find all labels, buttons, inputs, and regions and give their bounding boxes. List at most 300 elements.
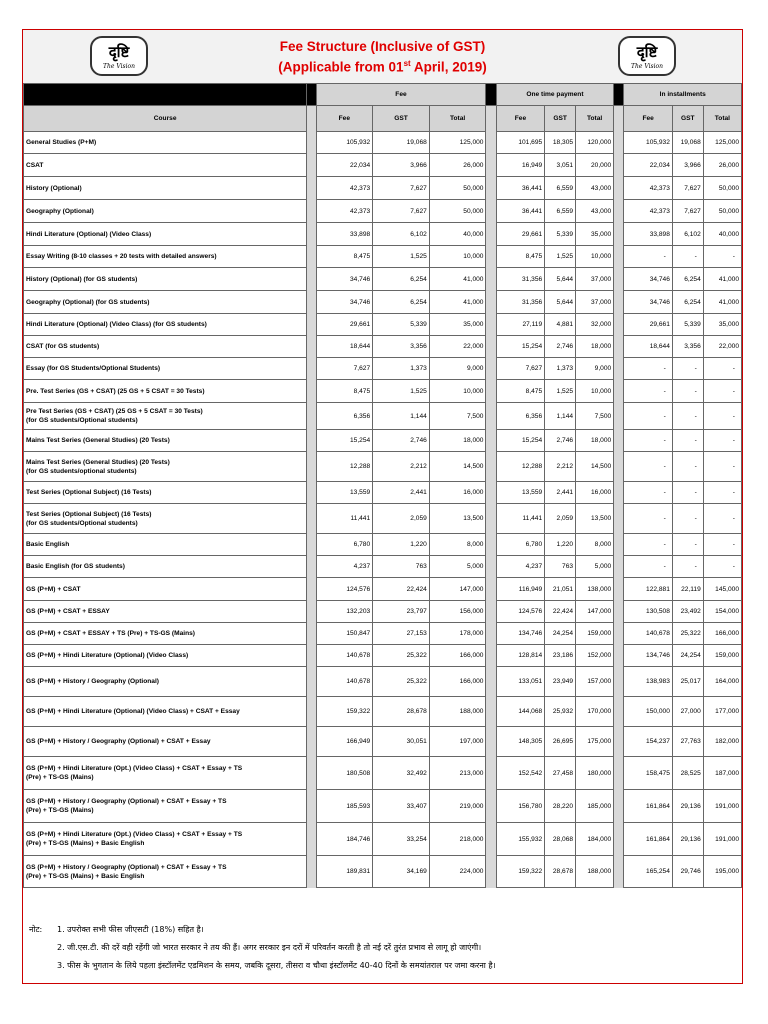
course-name-cell: GS (P+M) + CSAT + ESSAY (24, 601, 307, 623)
regular-total-cell: 22,000 (429, 336, 486, 358)
regular-gst-cell: 25,322 (373, 645, 430, 667)
column-separator (307, 223, 316, 246)
course-name-cell: CSAT (for GS students) (24, 336, 307, 358)
installment-total-cell: 191,000 (703, 823, 741, 856)
installment-fee-cell: 161,864 (624, 790, 672, 823)
column-separator (614, 534, 624, 556)
one-time-total-cell: 32,000 (576, 314, 614, 336)
installment-gst-cell: 29,746 (672, 856, 703, 888)
column-separator (307, 380, 316, 403)
column-separator (307, 727, 316, 757)
installment-fee-cell: 165,254 (624, 856, 672, 888)
installment-total-cell: 191,000 (703, 790, 741, 823)
column-separator (486, 291, 496, 314)
installment-gst-cell: - (672, 452, 703, 482)
column-separator (614, 154, 624, 177)
one-time-total-cell: 188,000 (576, 856, 614, 888)
regular-gst-cell: 23,797 (373, 601, 430, 623)
column-separator (486, 823, 496, 856)
installment-fee-cell: - (624, 246, 672, 268)
course-name-cell: GS (P+M) + History / Geography (Optional) (24, 667, 307, 697)
column-separator (614, 177, 624, 200)
installment-fee-cell: 134,746 (624, 645, 672, 667)
column-separator (614, 645, 624, 667)
regular-fee-cell: 15,254 (316, 430, 373, 452)
one-time-gst-cell: 1,525 (545, 380, 576, 403)
course-name-cell: GS (P+M) + CSAT + ESSAY + TS (Pre) + TS-GS (Mains) (24, 623, 307, 645)
regular-total-cell: 224,000 (429, 856, 486, 888)
regular-gst-cell: 25,322 (373, 667, 430, 697)
col-fee: Fee (496, 106, 544, 132)
one-time-total-cell: 152,000 (576, 645, 614, 667)
regular-fee-cell: 185,593 (316, 790, 373, 823)
installment-gst-cell: 27,763 (672, 727, 703, 757)
one-time-gst-cell: 28,068 (545, 823, 576, 856)
one-time-total-cell: 180,000 (576, 757, 614, 790)
column-separator (307, 790, 316, 823)
course-name-cell: Geography (Optional) (24, 200, 307, 223)
installment-gst-cell: 25,322 (672, 623, 703, 645)
col-gst: GST (672, 106, 703, 132)
one-time-total-cell: 5,000 (576, 556, 614, 578)
one-time-gst-cell: 2,212 (545, 452, 576, 482)
installment-total-cell: 177,000 (703, 697, 741, 727)
installment-total-cell: 35,000 (703, 314, 741, 336)
regular-fee-cell: 124,576 (316, 578, 373, 601)
one-time-gst-cell: 23,949 (545, 667, 576, 697)
installment-fee-cell: 122,881 (624, 578, 672, 601)
regular-fee-cell: 140,678 (316, 645, 373, 667)
one-time-total-cell: 43,000 (576, 200, 614, 223)
column-separator (614, 578, 624, 601)
regular-gst-cell: 19,068 (373, 132, 430, 154)
regular-total-cell: 8,000 (429, 534, 486, 556)
installment-gst-cell: 6,254 (672, 268, 703, 291)
column-separator (486, 246, 496, 268)
column-separator (307, 482, 316, 504)
installment-fee-cell: 34,746 (624, 291, 672, 314)
one-time-gst-cell: 2,059 (545, 504, 576, 534)
group-separator (307, 84, 316, 106)
installment-total-cell: 159,000 (703, 645, 741, 667)
installment-total-cell: - (703, 430, 741, 452)
regular-total-cell: 188,000 (429, 697, 486, 727)
one-time-total-cell: 37,000 (576, 291, 614, 314)
course-name-cell: GS (P+M) + History / Geography (Optional) + CSAT + Essay + TS (Pre) + TS-GS (Mains) + Basic English (24, 856, 307, 888)
one-time-gst-cell: 1,144 (545, 403, 576, 430)
column-separator (614, 336, 624, 358)
regular-fee-cell: 42,373 (316, 200, 373, 223)
one-time-total-cell: 10,000 (576, 380, 614, 403)
installment-fee-cell: 161,864 (624, 823, 672, 856)
fee-structure-document (22, 29, 743, 984)
course-name-cell: CSAT (24, 154, 307, 177)
group-separator (486, 84, 496, 106)
installment-fee-cell: - (624, 452, 672, 482)
regular-gst-cell: 7,627 (373, 200, 430, 223)
one-time-total-cell: 157,000 (576, 667, 614, 697)
regular-fee-cell: 34,746 (316, 291, 373, 314)
column-separator (307, 452, 316, 482)
regular-total-cell: 18,000 (429, 430, 486, 452)
regular-fee-cell: 105,932 (316, 132, 373, 154)
one-time-fee-cell: 6,780 (496, 534, 544, 556)
one-time-total-cell: 170,000 (576, 697, 614, 727)
installment-fee-cell: - (624, 556, 672, 578)
one-time-gst-cell: 5,644 (545, 268, 576, 291)
course-name-cell: Mains Test Series (General Studies) (20 Tests) (for GS students/optional students) (24, 452, 307, 482)
logo-tagline: The Vision (631, 63, 663, 70)
table-row (24, 403, 742, 430)
table-row (24, 268, 742, 291)
table-row (24, 856, 742, 888)
regular-gst-cell: 763 (373, 556, 430, 578)
document-header (23, 30, 742, 84)
column-separator (486, 578, 496, 601)
column-separator (486, 645, 496, 667)
installment-fee-cell: 140,678 (624, 623, 672, 645)
column-separator (486, 534, 496, 556)
course-name-cell: Basic English (for GS students) (24, 556, 307, 578)
logo-tagline: The Vision (103, 63, 135, 70)
regular-fee-cell: 18,644 (316, 336, 373, 358)
one-time-fee-cell: 16,949 (496, 154, 544, 177)
course-name-cell: GS (P+M) + CSAT (24, 578, 307, 601)
installment-fee-cell: - (624, 504, 672, 534)
table-row (24, 223, 742, 246)
course-group-cell (24, 84, 307, 106)
column-separator (307, 556, 316, 578)
column-header-row (24, 106, 742, 132)
notes-section (23, 918, 742, 984)
installment-gst-cell: 27,000 (672, 697, 703, 727)
col-gst: GST (373, 106, 430, 132)
one-time-total-cell: 16,000 (576, 482, 614, 504)
installment-gst-cell: 3,356 (672, 336, 703, 358)
column-separator (307, 667, 316, 697)
column-separator (307, 757, 316, 790)
column-separator (486, 790, 496, 823)
one-time-fee-cell: 15,254 (496, 336, 544, 358)
regular-fee-cell: 6,780 (316, 534, 373, 556)
installment-gst-cell: 23,492 (672, 601, 703, 623)
installment-total-cell: 154,000 (703, 601, 741, 623)
regular-fee-cell: 12,288 (316, 452, 373, 482)
regular-gst-cell: 6,102 (373, 223, 430, 246)
one-time-total-cell: 14,500 (576, 452, 614, 482)
col-total: Total (703, 106, 741, 132)
one-time-total-cell: 120,000 (576, 132, 614, 154)
regular-total-cell: 125,000 (429, 132, 486, 154)
column-separator (486, 177, 496, 200)
one-time-gst-cell: 6,559 (545, 200, 576, 223)
installment-fee-cell: - (624, 380, 672, 403)
regular-gst-cell: 22,424 (373, 578, 430, 601)
regular-total-cell: 5,000 (429, 556, 486, 578)
installment-fee-cell: 29,661 (624, 314, 672, 336)
installment-gst-cell: 25,017 (672, 667, 703, 697)
regular-fee-cell: 8,475 (316, 380, 373, 403)
regular-total-cell: 26,000 (429, 154, 486, 177)
column-separator (307, 504, 316, 534)
installment-fee-cell: 154,237 (624, 727, 672, 757)
column-separator (307, 403, 316, 430)
col-course: Course (24, 106, 307, 132)
column-separator (486, 200, 496, 223)
regular-gst-cell: 2,441 (373, 482, 430, 504)
one-time-gst-cell: 18,305 (545, 132, 576, 154)
one-time-fee-cell: 101,695 (496, 132, 544, 154)
group-fee: Fee (316, 84, 486, 106)
course-name-cell: Essay Writing (8-10 classes + 20 tests with detailed answers) (24, 246, 307, 268)
table-row (24, 667, 742, 697)
regular-total-cell: 10,000 (429, 380, 486, 403)
notes-label: नोट: (29, 925, 43, 934)
fee-table (23, 83, 742, 888)
installment-gst-cell: 24,254 (672, 645, 703, 667)
table-row (24, 482, 742, 504)
course-name-cell: General Studies (P+M) (24, 132, 307, 154)
one-time-total-cell: 10,000 (576, 246, 614, 268)
one-time-fee-cell: 6,356 (496, 403, 544, 430)
column-separator (307, 291, 316, 314)
table-row (24, 623, 742, 645)
column-separator (614, 757, 624, 790)
course-name-cell: GS (P+M) + History / Geography (Optional) + CSAT + Essay + TS (Pre) + TS-GS (Mains) (24, 790, 307, 823)
installment-fee-cell: 42,373 (624, 177, 672, 200)
installment-fee-cell: - (624, 534, 672, 556)
column-separator (614, 697, 624, 727)
column-separator (486, 727, 496, 757)
one-time-fee-cell: 31,356 (496, 268, 544, 291)
regular-fee-cell: 180,508 (316, 757, 373, 790)
installment-total-cell: 145,000 (703, 578, 741, 601)
one-time-fee-cell: 128,814 (496, 645, 544, 667)
course-name-cell: Essay (for GS Students/Optional Students) (24, 358, 307, 380)
one-time-fee-cell: 155,932 (496, 823, 544, 856)
logo-text: दृष्टि (108, 43, 130, 61)
installment-fee-cell: - (624, 403, 672, 430)
regular-fee-cell: 132,203 (316, 601, 373, 623)
table-row (24, 757, 742, 790)
column-separator (614, 314, 624, 336)
column-separator (614, 727, 624, 757)
one-time-total-cell: 138,000 (576, 578, 614, 601)
course-name-cell: Hindi Literature (Optional) (Video Class) (for GS students) (24, 314, 307, 336)
column-separator (614, 556, 624, 578)
course-name-cell: Test Series (Optional Subject) (16 Tests) (24, 482, 307, 504)
one-time-fee-cell: 134,746 (496, 623, 544, 645)
installment-fee-cell: 34,746 (624, 268, 672, 291)
table-row (24, 578, 742, 601)
table-row (24, 430, 742, 452)
col-separator (307, 106, 316, 132)
one-time-gst-cell: 21,051 (545, 578, 576, 601)
regular-gst-cell: 7,627 (373, 177, 430, 200)
installment-total-cell: - (703, 556, 741, 578)
regular-fee-cell: 8,475 (316, 246, 373, 268)
installment-fee-cell: 42,373 (624, 200, 672, 223)
installment-gst-cell: 7,627 (672, 177, 703, 200)
regular-fee-cell: 42,373 (316, 177, 373, 200)
one-time-total-cell: 18,000 (576, 336, 614, 358)
one-time-fee-cell: 27,119 (496, 314, 544, 336)
title-line-2-start: (Applicable from 01 (278, 59, 404, 75)
installment-gst-cell: 6,102 (672, 223, 703, 246)
title-line-2-sup: st (403, 59, 411, 68)
column-separator (486, 268, 496, 291)
column-separator (307, 601, 316, 623)
installment-total-cell: 50,000 (703, 177, 741, 200)
installment-fee-cell: 130,508 (624, 601, 672, 623)
regular-total-cell: 197,000 (429, 727, 486, 757)
group-one-time-payment: One time payment (496, 84, 613, 106)
one-time-gst-cell: 3,051 (545, 154, 576, 177)
installment-gst-cell: - (672, 556, 703, 578)
regular-gst-cell: 2,746 (373, 430, 430, 452)
regular-fee-cell: 22,034 (316, 154, 373, 177)
installment-total-cell: - (703, 534, 741, 556)
course-name-cell: Pre Test Series (GS + CSAT) (25 GS + 5 CSAT = 30 Tests) (for GS students/Optional students) (24, 403, 307, 430)
one-time-total-cell: 184,000 (576, 823, 614, 856)
table-row (24, 790, 742, 823)
regular-gst-cell: 2,212 (373, 452, 430, 482)
installment-gst-cell: - (672, 534, 703, 556)
course-name-cell: Basic English (24, 534, 307, 556)
column-separator (307, 578, 316, 601)
column-separator (486, 314, 496, 336)
regular-gst-cell: 34,169 (373, 856, 430, 888)
regular-gst-cell: 1,373 (373, 358, 430, 380)
col-separator (614, 106, 624, 132)
installment-gst-cell: - (672, 358, 703, 380)
column-separator (486, 358, 496, 380)
regular-total-cell: 166,000 (429, 667, 486, 697)
installment-total-cell: 164,000 (703, 667, 741, 697)
column-separator (614, 601, 624, 623)
column-separator (307, 177, 316, 200)
installment-fee-cell: 150,000 (624, 697, 672, 727)
note-line-3: 3. फीस के भुगतान के लिये पहला इंस्टॉलमेंट एडमिशन के समय, जबकि दूसरा, तीसरा व चौथा इंस्टॉलमेंट 40-40 दिनों के समयांतराल पर जमा करना है। (57, 961, 496, 970)
group-in-installments: In installments (624, 84, 742, 106)
column-separator (614, 291, 624, 314)
installment-total-cell: - (703, 246, 741, 268)
column-separator (486, 452, 496, 482)
column-separator (307, 200, 316, 223)
column-separator (486, 623, 496, 645)
regular-total-cell: 7,500 (429, 403, 486, 430)
one-time-gst-cell: 28,678 (545, 856, 576, 888)
regular-total-cell: 50,000 (429, 200, 486, 223)
column-separator (614, 223, 624, 246)
one-time-fee-cell: 31,356 (496, 291, 544, 314)
title-line-1: Fee Structure (Inclusive of GST) (279, 39, 486, 54)
regular-fee-cell: 11,441 (316, 504, 373, 534)
installment-total-cell: 40,000 (703, 223, 741, 246)
one-time-gst-cell: 23,186 (545, 645, 576, 667)
one-time-fee-cell: 144,068 (496, 697, 544, 727)
installment-total-cell: - (703, 482, 741, 504)
course-name-cell: Mains Test Series (General Studies) (20 Tests) (24, 430, 307, 452)
column-separator (486, 403, 496, 430)
column-separator (614, 268, 624, 291)
regular-total-cell: 41,000 (429, 268, 486, 291)
table-row (24, 601, 742, 623)
one-time-fee-cell: 124,576 (496, 601, 544, 623)
installment-total-cell: 125,000 (703, 132, 741, 154)
column-separator (614, 482, 624, 504)
one-time-fee-cell: 29,661 (496, 223, 544, 246)
col-separator (486, 106, 496, 132)
installment-total-cell: 195,000 (703, 856, 741, 888)
one-time-fee-cell: 156,780 (496, 790, 544, 823)
column-separator (486, 430, 496, 452)
regular-fee-cell: 6,356 (316, 403, 373, 430)
group-separator (614, 84, 624, 106)
course-name-cell: History (Optional) (for GS students) (24, 268, 307, 291)
regular-total-cell: 219,000 (429, 790, 486, 823)
installment-fee-cell: - (624, 430, 672, 452)
column-separator (486, 601, 496, 623)
course-name-cell: History (Optional) (24, 177, 307, 200)
one-time-fee-cell: 152,542 (496, 757, 544, 790)
installment-total-cell: - (703, 452, 741, 482)
regular-total-cell: 10,000 (429, 246, 486, 268)
column-separator (486, 223, 496, 246)
column-separator (614, 452, 624, 482)
regular-fee-cell: 184,746 (316, 823, 373, 856)
table-row (24, 380, 742, 403)
group-header-row (24, 84, 742, 106)
installment-gst-cell: - (672, 380, 703, 403)
regular-total-cell: 14,500 (429, 452, 486, 482)
column-separator (486, 556, 496, 578)
regular-gst-cell: 33,254 (373, 823, 430, 856)
table-row (24, 358, 742, 380)
one-time-total-cell: 18,000 (576, 430, 614, 452)
one-time-total-cell: 7,500 (576, 403, 614, 430)
regular-fee-cell: 166,949 (316, 727, 373, 757)
one-time-gst-cell: 22,424 (545, 601, 576, 623)
table-row (24, 697, 742, 727)
one-time-fee-cell: 159,322 (496, 856, 544, 888)
installment-gst-cell: 29,136 (672, 823, 703, 856)
column-separator (614, 856, 624, 888)
installment-total-cell: 26,000 (703, 154, 741, 177)
installment-fee-cell: 18,644 (624, 336, 672, 358)
course-name-cell: GS (P+M) + Hindi Literature (Opt.) (Video Class) + CSAT + Essay + TS (Pre) + TS-GS (Mains) + Basic English (24, 823, 307, 856)
course-name-cell: GS (P+M) + History / Geography (Optional) + CSAT + Essay (24, 727, 307, 757)
regular-total-cell: 13,500 (429, 504, 486, 534)
one-time-gst-cell: 6,559 (545, 177, 576, 200)
one-time-total-cell: 185,000 (576, 790, 614, 823)
regular-total-cell: 166,000 (429, 645, 486, 667)
table-row (24, 534, 742, 556)
one-time-fee-cell: 15,254 (496, 430, 544, 452)
installment-total-cell: 187,000 (703, 757, 741, 790)
regular-gst-cell: 3,356 (373, 336, 430, 358)
column-separator (307, 697, 316, 727)
regular-total-cell: 178,000 (429, 623, 486, 645)
installment-gst-cell: 3,966 (672, 154, 703, 177)
regular-gst-cell: 30,051 (373, 727, 430, 757)
table-row (24, 823, 742, 856)
column-separator (614, 380, 624, 403)
installment-fee-cell: 138,983 (624, 667, 672, 697)
regular-total-cell: 41,000 (429, 291, 486, 314)
column-separator (486, 504, 496, 534)
one-time-fee-cell: 4,237 (496, 556, 544, 578)
